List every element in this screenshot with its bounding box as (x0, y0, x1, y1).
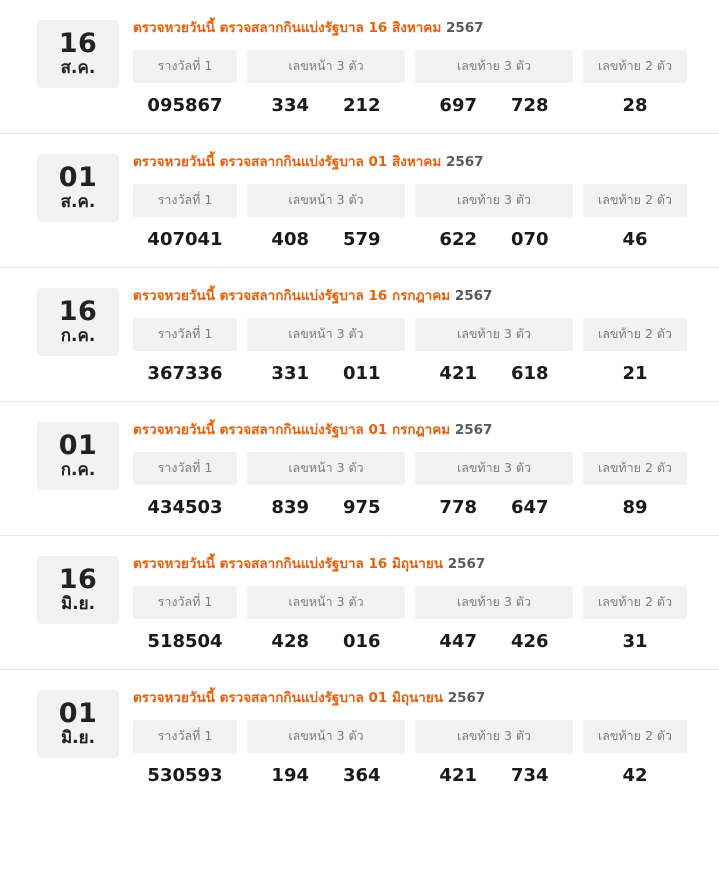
draw-title-year: 2567 (447, 556, 486, 572)
value-front-three (247, 497, 405, 518)
value-back-two: 28 (622, 95, 648, 116)
draw-title[interactable] (133, 418, 699, 440)
value-front-three-a: 839 (271, 497, 309, 518)
header-back-two: เลขท้าย 2 ตัว (583, 318, 687, 351)
lottery-draw-row[interactable] (0, 402, 719, 536)
value-back-three (415, 363, 573, 384)
draw-title-year: 2567 (454, 422, 493, 438)
draw-title-text: ตรวจหวยวันนี้ ตรวจสลากกินแบ่งรัฐบาล 16 สิงหาคม (133, 20, 442, 36)
value-back-two: 31 (622, 631, 648, 652)
draw-details (133, 10, 719, 116)
header-back-three: เลขท้าย 3 ตัว (415, 184, 573, 217)
prize-value-row (133, 95, 699, 116)
draw-date-box (37, 288, 119, 356)
value-front-three-b: 016 (343, 631, 381, 652)
header-front-three: เลขหน้า 3 ตัว (247, 720, 405, 753)
value-back-three-a: 697 (439, 95, 477, 116)
draw-date-box (37, 422, 119, 490)
header-back-three: เลขท้าย 3 ตัว (415, 452, 573, 485)
draw-day: 01 (58, 162, 98, 193)
draw-title[interactable] (133, 552, 699, 574)
value-front-three-b: 212 (343, 95, 381, 116)
value-back-three-a: 421 (439, 363, 477, 384)
value-back-three (415, 497, 573, 518)
value-back-two: 21 (622, 363, 648, 384)
draw-month: ก.ค. (60, 326, 96, 347)
draw-title-text: ตรวจหวยวันนี้ ตรวจสลากกินแบ่งรัฐบาล 16 มิถุนายน (133, 556, 444, 572)
header-first-prize: รางวัลที่ 1 (133, 720, 237, 753)
value-front-three-a: 331 (271, 363, 309, 384)
value-first-prize: 434503 (147, 497, 223, 518)
header-back-two: เลขท้าย 2 ตัว (583, 586, 687, 619)
value-back-two: 46 (622, 229, 648, 250)
header-back-three: เลขท้าย 3 ตัว (415, 586, 573, 619)
lottery-draw-row[interactable] (0, 670, 719, 804)
draw-day: 16 (58, 28, 98, 59)
value-front-three (247, 229, 405, 250)
header-front-three: เลขหน้า 3 ตัว (247, 586, 405, 619)
value-front-three-a: 408 (271, 229, 309, 250)
header-back-three: เลขท้าย 3 ตัว (415, 318, 573, 351)
draw-month: ส.ค. (60, 58, 96, 79)
draw-date-box (37, 154, 119, 222)
lottery-draw-row[interactable] (0, 0, 719, 134)
prize-value-row (133, 631, 699, 652)
draw-title-year: 2567 (447, 690, 486, 706)
prize-header-row (133, 586, 699, 619)
value-back-three (415, 765, 573, 786)
header-back-two: เลขท้าย 2 ตัว (583, 720, 687, 753)
header-front-three: เลขหน้า 3 ตัว (247, 318, 405, 351)
draw-title[interactable] (133, 686, 699, 708)
draw-title-year: 2567 (445, 20, 484, 36)
header-back-two: เลขท้าย 2 ตัว (583, 184, 687, 217)
draw-details (133, 546, 719, 652)
prize-header-row (133, 318, 699, 351)
header-back-two: เลขท้าย 2 ตัว (583, 452, 687, 485)
header-first-prize: รางวัลที่ 1 (133, 184, 237, 217)
draw-title[interactable] (133, 150, 699, 172)
value-back-two: 42 (622, 765, 648, 786)
draw-title-text: ตรวจหวยวันนี้ ตรวจสลากกินแบ่งรัฐบาล 16 กรกฎาคม (133, 288, 451, 304)
lottery-draw-row[interactable] (0, 134, 719, 268)
draw-title[interactable] (133, 16, 699, 38)
value-first-prize: 530593 (147, 765, 223, 786)
draw-month: ส.ค. (60, 192, 96, 213)
lottery-draw-row[interactable] (0, 268, 719, 402)
draw-details (133, 144, 719, 250)
value-front-three-a: 428 (271, 631, 309, 652)
header-first-prize: รางวัลที่ 1 (133, 452, 237, 485)
draw-title-text: ตรวจหวยวันนี้ ตรวจสลากกินแบ่งรัฐบาล 01 สิงหาคม (133, 154, 442, 170)
prize-value-row (133, 229, 699, 250)
draw-title-year: 2567 (445, 154, 484, 170)
value-back-three-a: 447 (439, 631, 477, 652)
draw-date-box (37, 20, 119, 88)
draw-day: 16 (58, 296, 98, 327)
value-back-three (415, 95, 573, 116)
draw-details (133, 278, 719, 384)
value-front-three-a: 194 (271, 765, 309, 786)
draw-date-box (37, 690, 119, 758)
header-first-prize: รางวัลที่ 1 (133, 50, 237, 83)
value-front-three (247, 765, 405, 786)
draw-month: มิ.ย. (60, 728, 96, 749)
header-back-three: เลขท้าย 3 ตัว (415, 720, 573, 753)
prize-header-row (133, 720, 699, 753)
value-back-three-a: 421 (439, 765, 477, 786)
value-first-prize: 095867 (147, 95, 223, 116)
value-back-three-b: 426 (511, 631, 549, 652)
value-back-three-a: 778 (439, 497, 477, 518)
draw-day: 16 (58, 564, 98, 595)
value-front-three-b: 975 (343, 497, 381, 518)
value-first-prize: 367336 (147, 363, 223, 384)
draw-month: ก.ค. (60, 460, 96, 481)
value-front-three-b: 364 (343, 765, 381, 786)
lottery-draw-row[interactable] (0, 536, 719, 670)
value-front-three-a: 334 (271, 95, 309, 116)
draw-title[interactable] (133, 284, 699, 306)
value-back-three-b: 734 (511, 765, 549, 786)
prize-value-row (133, 497, 699, 518)
header-back-two: เลขท้าย 2 ตัว (583, 50, 687, 83)
draw-day: 01 (58, 698, 98, 729)
value-front-three (247, 95, 405, 116)
header-front-three: เลขหน้า 3 ตัว (247, 50, 405, 83)
draw-title-text: ตรวจหวยวันนี้ ตรวจสลากกินแบ่งรัฐบาล 01 มิถุนายน (133, 690, 444, 706)
value-back-three-b: 647 (511, 497, 549, 518)
value-back-three (415, 631, 573, 652)
prize-header-row (133, 184, 699, 217)
header-first-prize: รางวัลที่ 1 (133, 318, 237, 351)
value-back-three-b: 728 (511, 95, 549, 116)
value-front-three (247, 631, 405, 652)
draw-month: มิ.ย. (60, 594, 96, 615)
draw-details (133, 412, 719, 518)
prize-header-row (133, 50, 699, 83)
value-back-three-a: 622 (439, 229, 477, 250)
draw-date-box (37, 556, 119, 624)
value-first-prize: 518504 (147, 631, 223, 652)
prize-value-row (133, 363, 699, 384)
draw-title-text: ตรวจหวยวันนี้ ตรวจสลากกินแบ่งรัฐบาล 01 กรกฎาคม (133, 422, 451, 438)
draw-title-year: 2567 (454, 288, 493, 304)
header-front-three: เลขหน้า 3 ตัว (247, 452, 405, 485)
draw-details (133, 680, 719, 786)
header-front-three: เลขหน้า 3 ตัว (247, 184, 405, 217)
value-back-three-b: 618 (511, 363, 549, 384)
prize-value-row (133, 765, 699, 786)
draw-day: 01 (58, 430, 98, 461)
prize-header-row (133, 452, 699, 485)
header-back-three: เลขท้าย 3 ตัว (415, 50, 573, 83)
value-front-three-b: 011 (343, 363, 381, 384)
value-back-three (415, 229, 573, 250)
value-back-three-b: 070 (511, 229, 549, 250)
value-front-three (247, 363, 405, 384)
header-first-prize: รางวัลที่ 1 (133, 586, 237, 619)
value-first-prize: 407041 (147, 229, 223, 250)
value-back-two: 89 (622, 497, 648, 518)
value-front-three-b: 579 (343, 229, 381, 250)
